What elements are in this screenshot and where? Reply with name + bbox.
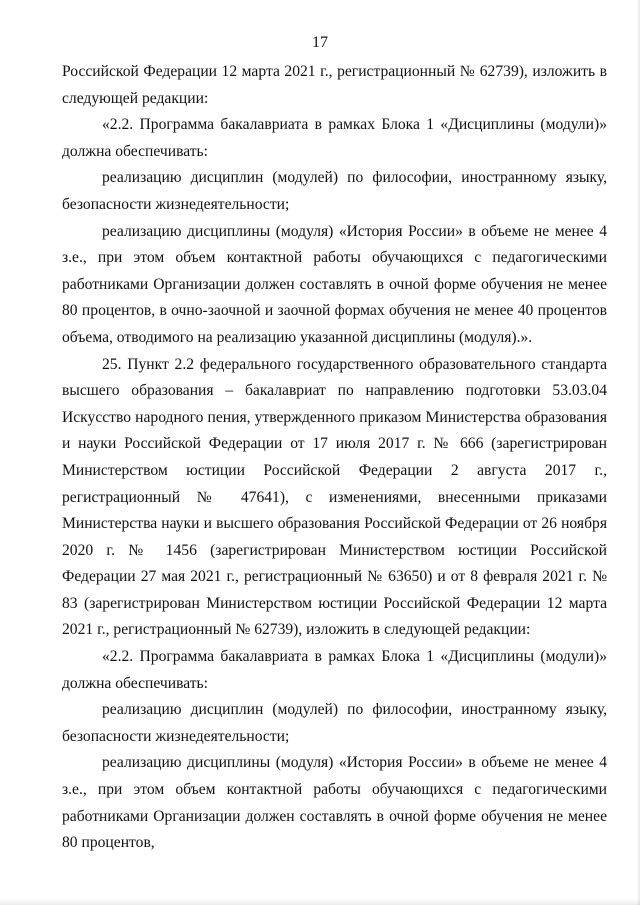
- paragraph-continuation: Российской Федерации 12 марта 2021 г., регистрационный № 62739), изложить в следующей редакции:: [62, 63, 607, 107]
- paragraph-history-discipline: реализацию дисциплины (модуля) «История России» в объеме не менее 4 з.е., при этом объем контактной работы обучающихся с педагогическими работниками Организации должен составлять в очной форме обучения не менее 80 процентов, в очно-заочной и заочной формах обучения не менее 40 процентов объема, отводимого на реализацию указанной дисциплины (модуля).».: [62, 222, 607, 346]
- paragraph-disciplines-list: реализацию дисциплин (модулей) по философии, иностранному языку, безопасности жизнедеятельности;: [62, 169, 607, 213]
- paragraph-program-clause: «2.2. Программа бакалавриата в рамках Блока 1 «Дисциплины (модули)» должна обеспечивать:: [62, 116, 607, 160]
- paragraph-program-clause: «2.2. Программа бакалавриата в рамках Блока 1 «Дисциплины (модули)» должна обеспечивать:: [62, 648, 607, 692]
- scan-edge-shadow: [0, 899, 640, 905]
- paragraph-disciplines-list: реализацию дисциплин (модулей) по философии, иностранному языку, безопасности жизнедеятельности;: [62, 701, 607, 745]
- paragraph-history-discipline: реализацию дисциплины (модуля) «История России» в объеме не менее 4 з.е., при этом объем контактной работы обучающихся с педагогическими работниками Организации должен составлять в очной форме обучения не менее 80 процентов,: [62, 754, 607, 852]
- paragraph-item-25: 25. Пункт 2.2 федерального государственного образовательного стандарта высшего образования – бакалавриат по направлению подготовки 53.03.04 Искусство народного пения, утвержденного приказом Министерства образования и науки Российской Федерации от 17 июля 2017 г. № 666 (зарегистрирован Министерством юстиции Российской Федерации 2 августа 2017 г., регистрационный № 47641), с изменениями, внесенными приказами Министерства науки и высшего образования Российской Федерации от 26 ноября 2020 г. № 1456 (зарегистрирован Министерством юстиции Российской Федерации 27 мая 2021 г., регистрационный № 63650) и от 8 февраля 2021 г. № 83 (зарегистрирован Министерством юстиции Российской Федерации 12 марта 2021 г., регистрационный № 62739), изложить в следующей редакции:: [62, 355, 607, 639]
- page-number: 17: [312, 34, 328, 51]
- document-body: [62, 59, 607, 857]
